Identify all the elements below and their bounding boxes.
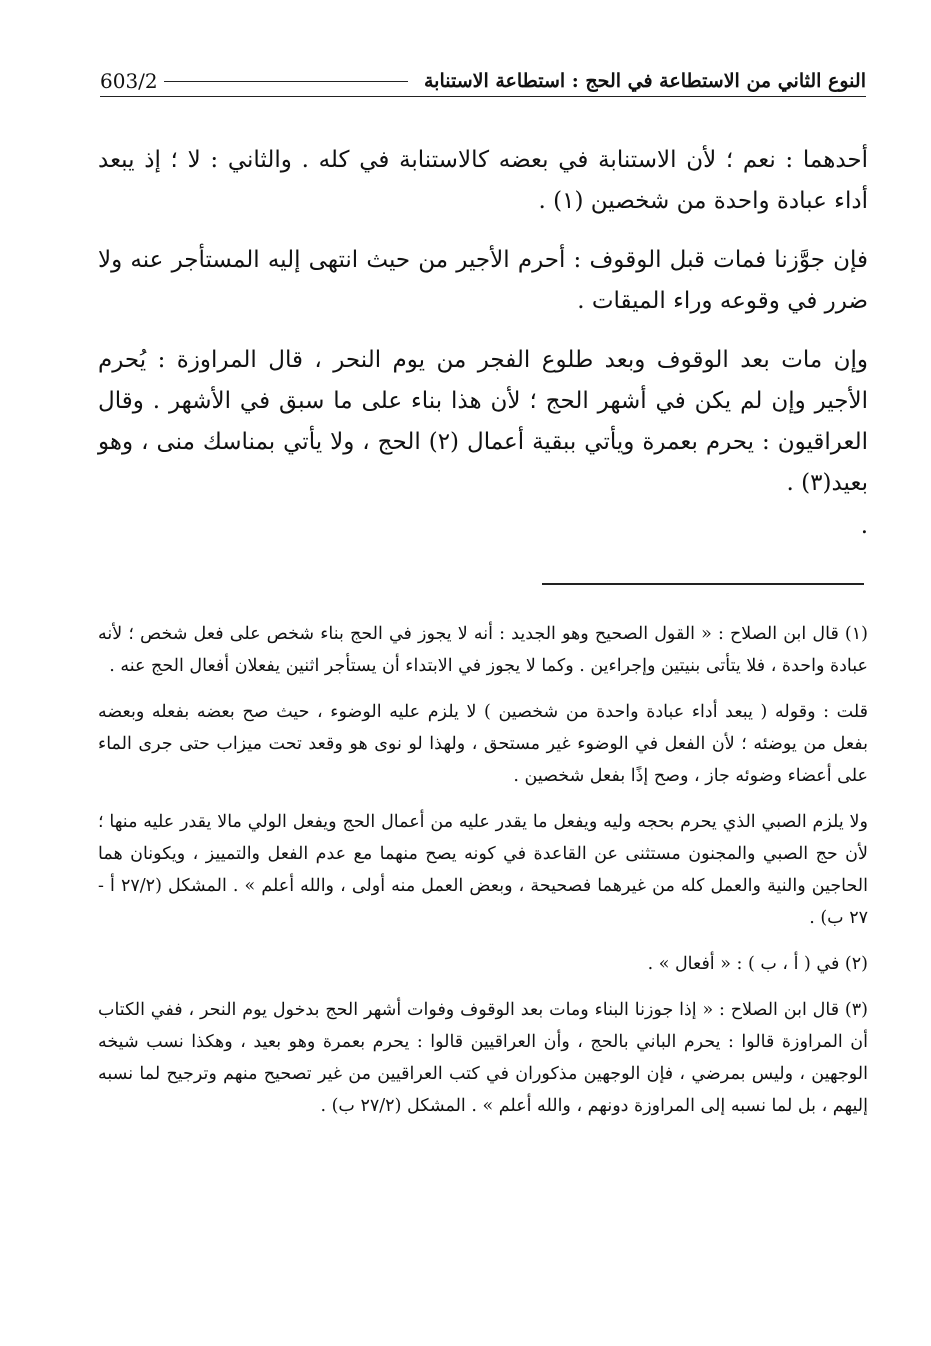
footnote-1-continuation: ولا يلزم الصبي الذي يحرم بحجه وليه ويفعل ما يقدر عليه من أعمال الحج ويفعل الولي مالا يقدر عليه منها ؛ لأن حج الصبي والمجنون مستثنى عن القاعدة في كونه يصح منهما مع عدم الفعل والتمييز ، ويكونان هما الحاجين والنية والعمل كله من غيرهما فصحيحة ، وبعض العمل منه أولى ، والله أعلم » . المشكل (٢٧/٢ أ - ٢٧ ب) . bbox=[98, 812, 868, 928]
main-paragraph-1: أحدهما : نعم ؛ لأن الاستنابة في بعضه كالاستنابة في كله . والثاني : لا ؛ إذ يبعد أداء عبادة واحدة من شخصين (١) . bbox=[98, 147, 868, 214]
main-text bbox=[98, 140, 868, 539]
footnotes bbox=[98, 618, 868, 1136]
page-number: 603/2 bbox=[100, 69, 158, 93]
footnote-separator bbox=[542, 583, 864, 585]
trailing-dot: . bbox=[860, 513, 868, 539]
running-header bbox=[100, 66, 866, 97]
main-paragraph-2: فإن جوَّزنا فمات قبل الوقوف : أحرم الأجير من حيث انتهى إليه المستأجر عنه ولا ضرر في وقوعه وراء الميقات . bbox=[98, 247, 868, 314]
header-rule bbox=[164, 81, 408, 82]
header-title: النوع الثاني من الاستطاعة في الحج : استطاعة الاستنابة bbox=[423, 70, 866, 92]
footnote-1: (١) قال ابن الصلاح : « القول الصحيح وهو الجديد : أنه لا يجوز في الحج بناء شخص على فعل شخص ؛ لأنه عبادة واحدة ، فلا يتأتى بنيتين وإجراءين . وكما لا يجوز في الابتداء أن يستأجر اثنين يفعلان أفعال الحج عنه . bbox=[98, 624, 868, 676]
main-paragraph-3: وإن مات بعد الوقوف وبعد طلوع الفجر من يوم النحر ، قال المراوزة : يُحرم الأجير وإن لم يكن في أشهر الحج ؛ لأن هذا بناء على ما سبق في الأشهر . وقال العراقيون : يحرم بعمرة ويأتي ببقية أعمال (٢) الحج ، ولا يأتي بمناسك منى ، وهو بعيد(٣) . bbox=[98, 347, 868, 496]
footnote-2: (٢) في ( أ ، ب ) : « أفعال » . bbox=[647, 954, 868, 974]
footnote-1-comment: قلت : وقوله ( يبعد أداء عبادة واحدة من شخصين ) لا يلزم عليه الوضوء ، حيث صح بعضه بفعله وبعضه بفعل من يوضئه ؛ لأن الفعل في الوضوء غير مستحق ، ولهذا لو نوى هو وقعد تحت ميزاب حتى جرى الماء على أعضاء وضوئه جاز ، وصح إذًا بفعل شخصين . bbox=[98, 702, 868, 786]
footnote-3: (٣) قال ابن الصلاح : « إذا جوزنا البناء ومات بعد الوقوف وفوات أشهر الحج بدخول يوم النحر ، ففي الكتاب أن المراوزة قالوا : يحرم الباني بالحج ، وأن العراقيين قالوا : يحرم بعمرة وهو بعيد ، وهكذا نسب شيخه الوجهين ، وليس بمرضي ، فإن الوجهين مذكوران في كتب العراقيين من غير تصحيح منهم وترجيح لما نسبه إليهم ، بل لما نسبه إلى المراوزة دونهم ، والله أعلم » . المشكل (٢٧/٢ ب) . bbox=[98, 1000, 868, 1116]
